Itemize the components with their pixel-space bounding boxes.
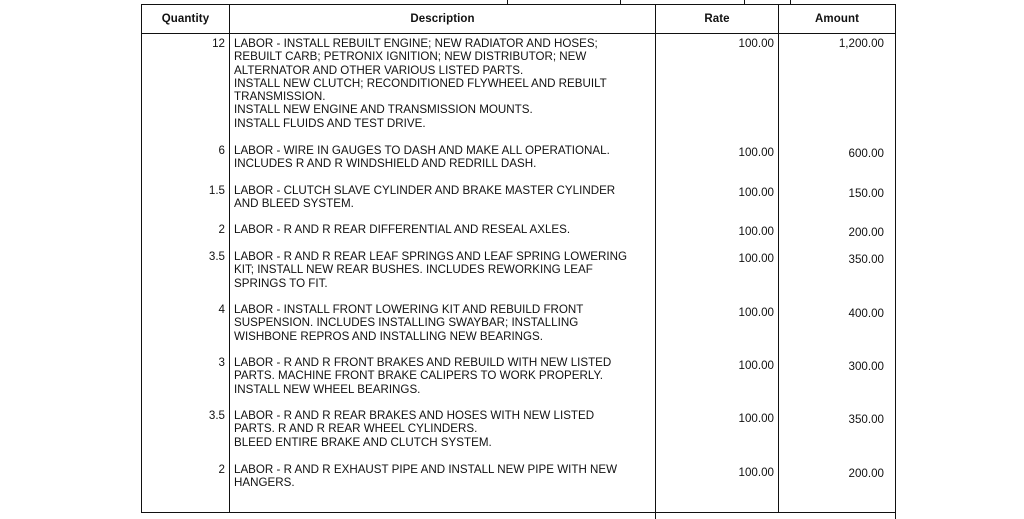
table-right-border <box>895 4 896 519</box>
row-quantity: 2 <box>218 463 225 476</box>
row-rate: 100.00 <box>738 146 774 159</box>
row-rate: 100.00 <box>738 225 774 238</box>
row-description: LABOR - R AND R REAR LEAF SPRINGS AND LEAF SPRING LOWERING KIT; INSTALL NEW REAR BUSHES. INCLUDES REWORKING LEAF SPRINGS TO FIT. <box>234 250 627 290</box>
row-amount: 400.00 <box>848 307 884 320</box>
row-quantity: 12 <box>212 37 225 50</box>
description-header: Description <box>410 13 475 25</box>
row-amount: 350.00 <box>848 413 884 426</box>
row-rate: 100.00 <box>738 359 774 372</box>
row-quantity: 3.5 <box>208 250 225 263</box>
row-rate: 100.00 <box>738 186 774 199</box>
table-bottom-border <box>141 512 896 513</box>
row-rate: 100.00 <box>738 252 774 265</box>
row-quantity: 3 <box>218 356 225 369</box>
row-amount: 350.00 <box>848 253 884 266</box>
row-amount: 600.00 <box>848 147 884 160</box>
quantity-column-divider <box>229 4 230 512</box>
rate-header: Rate <box>704 13 730 25</box>
row-quantity: 6 <box>218 144 225 157</box>
row-amount: 200.00 <box>848 467 884 480</box>
row-rate: 100.00 <box>738 466 774 479</box>
row-amount: 300.00 <box>848 360 884 373</box>
description-column-divider <box>655 4 656 519</box>
row-quantity: 1.5 <box>208 184 225 197</box>
row-description: LABOR - INSTALL FRONT LOWERING KIT AND REBUILD FRONT SUSPENSION. INCLUDES INSTALLING SWAYBAR; INSTALLING WISHBONE REPROS AND INSTALLING NEW BEARINGS. <box>234 303 584 343</box>
row-description: LABOR - R AND R REAR BRAKES AND HOSES WITH NEW LISTED PARTS. R AND R REAR WHEEL CYLINDERS. BLEED ENTIRE BRAKE AND CLUTCH SYSTEM. <box>234 409 595 449</box>
row-quantity: 4 <box>218 303 225 316</box>
row-description: LABOR - WIRE IN GAUGES TO DASH AND MAKE ALL OPERATIONAL. INCLUDES R AND R WINDSHIELD AND REDRILL DASH. <box>234 144 610 171</box>
row-quantity: 2 <box>218 223 225 236</box>
row-description: LABOR - R AND R FRONT BRAKES AND REBUILD WITH NEW LISTED PARTS. MACHINE FRONT BRAKE CALIPERS TO WORK PROPERLY. INSTALL NEW WHEEL BEARINGS. <box>234 356 612 396</box>
row-description: LABOR - INSTALL REBUILT ENGINE; NEW RADIATOR AND HOSES; REBUILT CARB; PETRONIX IGNITION; NEW DISTRIBUTOR; NEW ALTERNATOR AND OTHER VARIOUS LISTED PARTS. INSTALL NEW CLUTCH; RECONDITIONED FLYWHEEL AND REBUILT TRANSMISSION. INSTALL NEW ENGINE AND TRANSMISSION MOUNTS. INSTALL FLUIDS AND TEST DRIVE. <box>234 37 607 130</box>
quantity-header: Quantity <box>161 13 210 25</box>
row-description: LABOR - R AND R REAR DIFFERENTIAL AND RESEAL AXLES. <box>234 223 571 236</box>
row-quantity: 3.5 <box>208 409 225 422</box>
rate-column-divider <box>778 4 779 512</box>
table-top-border <box>141 4 896 5</box>
row-rate: 100.00 <box>738 412 774 425</box>
row-amount: 200.00 <box>848 226 884 239</box>
amount-header: Amount <box>814 13 860 25</box>
row-description: LABOR - CLUTCH SLAVE CYLINDER AND BRAKE MASTER CYLINDER AND BLEED SYSTEM. <box>234 184 616 211</box>
row-rate: 100.00 <box>738 37 774 50</box>
row-rate: 100.00 <box>738 306 774 319</box>
row-amount: 1,200.00 <box>838 37 884 50</box>
row-description: LABOR - R AND R EXHAUST PIPE AND INSTALL NEW PIPE WITH NEW HANGERS. <box>234 463 618 490</box>
row-amount: 150.00 <box>848 187 884 200</box>
header-bottom-border <box>141 33 896 34</box>
